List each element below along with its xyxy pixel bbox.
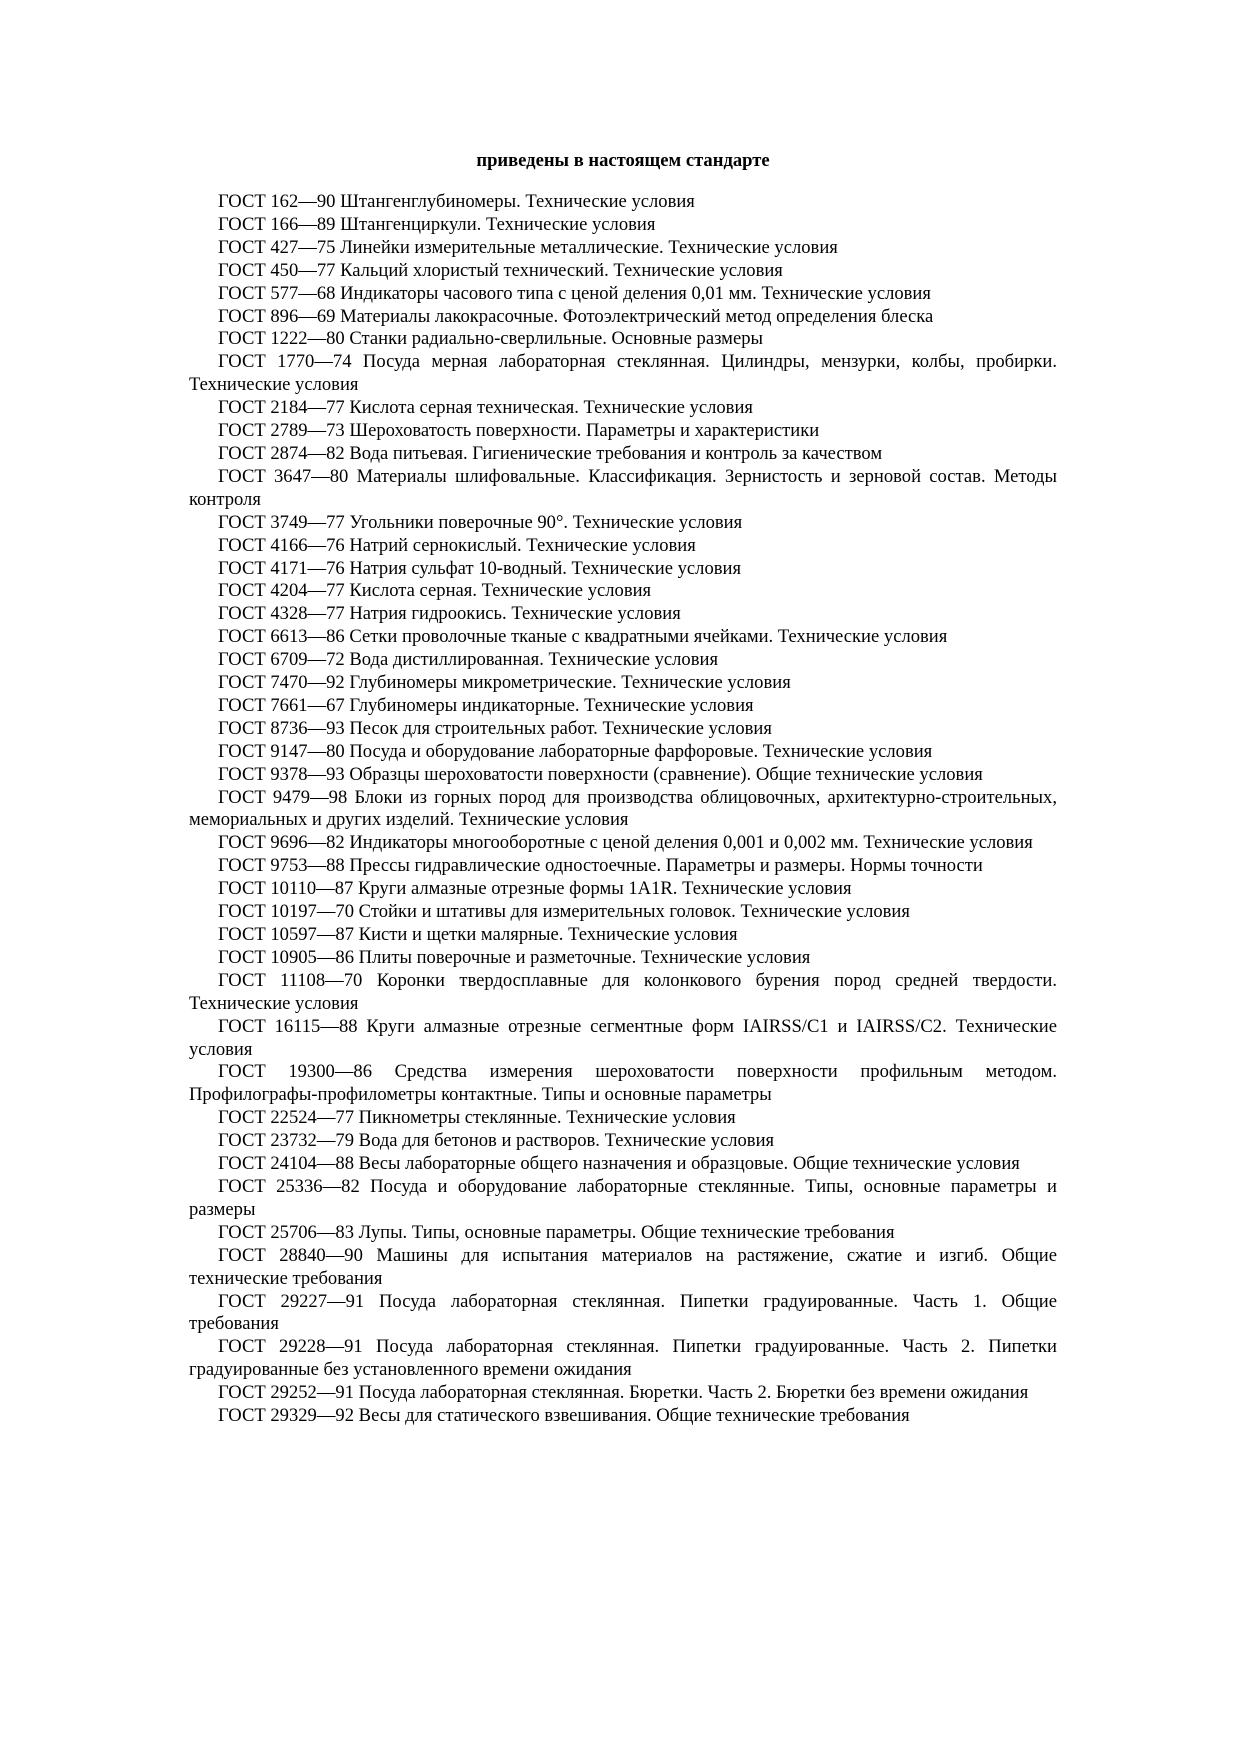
standard-reference-entry: ГОСТ 29252—91 Посуда лабораторная стеклянная. Бюретки. Часть 2. Бюретки без времени ожидания [218, 1382, 1029, 1404]
document-page [189, 150, 1057, 1428]
standard-reference-entry: ГОСТ 11108—70 Коронки твердосплавные для колонкового бурения пород средней твердости. Технические условия [189, 969, 1057, 1014]
standard-reference-entry: ГОСТ 577—68 Индикаторы часового типа с ценой деления 0,01 мм. Технические условия [218, 282, 931, 304]
standard-reference-entry: ГОСТ 10905—86 Плиты поверочные и разметочные. Технические условия [218, 946, 811, 968]
standard-reference-entry: ГОСТ 9378—93 Образцы шероховатости поверхности (сравнение). Общие технические условия [218, 763, 983, 785]
standard-reference-entry: ГОСТ 9696—82 Индикаторы многооборотные с ценой деления 0,001 и 0,002 мм. Технические условия [218, 832, 1033, 854]
standard-reference-entry: ГОСТ 450—77 Кальций хлористый технический. Технические условия [218, 259, 783, 281]
standard-reference-entry: ГОСТ 19300—86 Средства измерения шероховатости поверхности профильным методом. Профилографы-профилометры контактные. Типы и основные параметры [189, 1061, 1057, 1106]
standard-reference-entry: ГОСТ 2789—73 Шероховатость поверхности. Параметры и характеристики [218, 420, 820, 442]
standard-reference-entry: ГОСТ 10197—70 Стойки и штативы для измерительных головок. Технические условия [218, 901, 910, 923]
standard-reference-entry: ГОСТ 7470—92 Глубиномеры микрометрические. Технические условия [218, 672, 791, 694]
standard-reference-entry: ГОСТ 24104—88 Весы лабораторные общего назначения и образцовые. Общие технические условия [218, 1153, 1020, 1175]
standard-reference-entry: ГОСТ 4204—77 Кислота серная. Технические условия [218, 580, 652, 602]
standard-reference-entry: ГОСТ 2874—82 Вода питьевая. Гигиенические требования и контроль за качеством [218, 442, 883, 464]
standard-reference-entry: ГОСТ 29329—92 Весы для статического взвешивания. Общие технические требования [218, 1405, 910, 1427]
standards-list [189, 191, 1057, 1428]
standard-reference-entry: ГОСТ 29228—91 Посуда лабораторная стеклянная. Пипетки градуированные. Часть 2. Пипетки градуированные без установленного времени ожидания [189, 1336, 1057, 1381]
standard-reference-entry: ГОСТ 166—89 Штангенциркули. Технические условия [218, 213, 656, 235]
standard-reference-entry: ГОСТ 28840—90 Машины для испытания материалов на растяжение, сжатие и изгиб. Общие технические требования [189, 1244, 1057, 1289]
standard-reference-entry: ГОСТ 9753—88 Прессы гидравлические одностоечные. Параметры и размеры. Нормы точности [218, 855, 983, 877]
standard-reference-entry: ГОСТ 2184—77 Кислота серная техническая. Технические условия [218, 397, 753, 419]
standard-reference-entry: ГОСТ 8736—93 Песок для строительных работ. Технические условия [218, 717, 772, 739]
standard-reference-entry: ГОСТ 7661—67 Глубиномеры индикаторные. Технические условия [218, 694, 754, 716]
standard-reference-entry: ГОСТ 3749—77 Угольники поверочные 90°. Технические условия [218, 511, 743, 533]
standard-reference-entry: ГОСТ 16115—88 Круги алмазные отрезные сегментные форм IAIRSS/C1 и IAIRSS/C2. Технические условия [189, 1015, 1057, 1060]
standard-reference-entry: ГОСТ 4328—77 Натрия гидроокись. Технические условия [218, 603, 681, 625]
standard-reference-entry: ГОСТ 4171—76 Натрия сульфат 10-водный. Технические условия [218, 557, 742, 579]
standard-reference-entry: ГОСТ 4166—76 Натрий сернокислый. Технические условия [218, 534, 696, 556]
standard-reference-entry: ГОСТ 427—75 Линейки измерительные металлические. Технические условия [218, 236, 838, 258]
standard-reference-entry: ГОСТ 162—90 Штангенглубиномеры. Технические условия [218, 191, 695, 212]
standard-reference-entry: ГОСТ 6613—86 Сетки проволочные тканые с квадратными ячейками. Технические условия [218, 626, 948, 648]
standard-reference-entry: ГОСТ 3647—80 Материалы шлифовальные. Классификация. Зернистость и зерновой состав. Методы контроля [189, 465, 1057, 510]
standard-reference-entry: ГОСТ 25336—82 Посуда и оборудование лабораторные стеклянные. Типы, основные параметры и размеры [189, 1175, 1057, 1220]
standard-reference-entry: ГОСТ 9479—98 Блоки из горных пород для производства облицовочных, архитектурно-строительных, мемориальных и других изделий. Технические условия [189, 786, 1057, 831]
standard-reference-entry: ГОСТ 896—69 Материалы лакокрасочные. Фотоэлектрический метод определения блеска [218, 305, 934, 327]
standard-reference-entry: ГОСТ 9147—80 Посуда и оборудование лабораторные фарфоровые. Технические условия [218, 740, 933, 762]
section-heading: приведены в настоящем стандарте [476, 150, 770, 171]
standard-reference-entry: ГОСТ 1770—74 Посуда мерная лабораторная стеклянная. Цилиндры, мензурки, колбы, пробирки. Технические условия [189, 351, 1057, 396]
standard-reference-entry: ГОСТ 23732—79 Вода для бетонов и растворов. Технические условия [218, 1130, 775, 1152]
standard-reference-entry: ГОСТ 10597—87 Кисти и щетки малярные. Технические условия [218, 924, 738, 945]
standard-reference-entry: ГОСТ 22524—77 Пикнометры стеклянные. Технические условия [218, 1107, 736, 1129]
standard-reference-entry: ГОСТ 25706—83 Лупы. Типы, основные параметры. Общие технические требования [218, 1221, 895, 1243]
standard-reference-entry: ГОСТ 29227—91 Посуда лабораторная стеклянная. Пипетки градуированные. Часть 1. Общие требования [189, 1290, 1057, 1335]
standard-reference-entry: ГОСТ 1222—80 Станки радиально-сверлильные. Основные размеры [218, 328, 763, 350]
standard-reference-entry: ГОСТ 10110—87 Круги алмазные отрезные формы 1A1R. Технические условия [218, 878, 852, 900]
standard-reference-entry: ГОСТ 6709—72 Вода дистиллированная. Технические условия [218, 649, 718, 671]
